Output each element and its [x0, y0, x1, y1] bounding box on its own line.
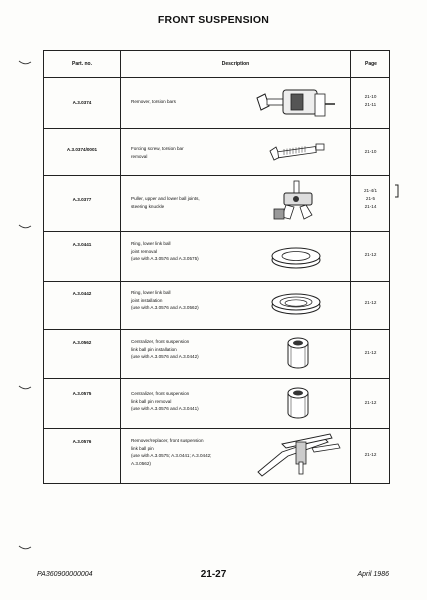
description-line: removal [131, 153, 148, 159]
remover-replacer-icon [252, 432, 344, 478]
row-divider [44, 77, 389, 78]
row-divider [44, 175, 389, 176]
part-number: A.3.0374 [72, 100, 92, 105]
page-refs [350, 93, 391, 109]
page-ref: 21-12 [364, 452, 377, 457]
row-divider [44, 281, 389, 282]
page-refs [350, 148, 391, 156]
tool-table [43, 50, 390, 484]
page-number: 21-27 [200, 569, 227, 580]
page-refs [350, 299, 391, 307]
description [131, 195, 261, 210]
margin-mark [18, 224, 32, 230]
page-ref: 21-12 [364, 300, 377, 305]
description-line: Remover, torsion bars [131, 99, 176, 104]
forcing-screw-icon [268, 139, 328, 163]
document-code: PA360900000004 [37, 571, 93, 578]
page-refs [350, 251, 391, 259]
header-part: Part. no. [71, 61, 92, 67]
row-divider [44, 428, 389, 429]
description-line: (use with A.3.0576 and A.3.0562) [131, 305, 199, 311]
column-divider [120, 51, 121, 483]
description-line: joint removal [131, 248, 158, 254]
row-divider [44, 128, 389, 129]
page-ref: 21-12 [364, 350, 377, 355]
publication-date: April 1986 [357, 571, 389, 578]
header-page: Page [365, 61, 377, 67]
margin-mark [18, 60, 32, 66]
page-refs [350, 451, 391, 459]
row-divider [44, 378, 389, 379]
description-line: Remover/replacer, front suspension [131, 438, 204, 443]
part-number: A.3.0377 [72, 197, 92, 202]
description-line: Centralizer, front suspension [131, 391, 190, 396]
description [131, 289, 261, 312]
page-refs [350, 399, 391, 407]
description-line: link ball pin installation [131, 346, 177, 352]
margin-mark [18, 545, 32, 551]
row-divider [44, 231, 389, 232]
page-refs [350, 349, 391, 357]
description-line: Puller, upper and lower ball joints, [131, 196, 200, 201]
description [131, 240, 261, 263]
part-number: A.3.0441 [72, 242, 92, 247]
page-ref: 21-5 [365, 195, 376, 201]
part-number: A.3.0374/0001 [66, 147, 98, 152]
description-line: link ball pin [131, 445, 154, 451]
column-divider [350, 51, 351, 483]
description-line: link ball pin removal [131, 398, 172, 404]
row-divider [44, 329, 389, 330]
description-line: Ring, lower link ball [131, 290, 171, 295]
description [131, 98, 261, 106]
description-line: Centralizer, front suspension [131, 339, 190, 344]
page-refs [350, 187, 391, 210]
description-line: (use with A.3.0576 and A.3.0442) [131, 354, 199, 360]
page-ref: 21-4/1 [363, 188, 378, 193]
description [131, 390, 261, 413]
description-line: (use with A.3.0576 and A.3.0575) [131, 256, 199, 262]
description-line: Forcing screw, torsion bar [131, 146, 184, 151]
part-number: A.3.0575 [72, 391, 92, 396]
page-ref: 21-11 [364, 101, 377, 107]
page-title: FRONT SUSPENSION [157, 14, 270, 26]
page-ref: 21-10 [364, 149, 377, 154]
part-number: A.3.0442 [72, 291, 92, 296]
ball-joint-puller-icon [266, 179, 326, 227]
page-ref: 21-10 [364, 94, 377, 99]
part-number: A.3.0562 [72, 340, 92, 345]
centralizer-installation-icon [282, 335, 314, 371]
description-line: (use with A.3.0576 and A.3.0441) [131, 406, 199, 412]
description-line: (use with A.3.0575; A.3.0441; A.3.0442; [131, 453, 212, 459]
page-ref: 21-12 [364, 400, 377, 405]
revision-bracket [394, 184, 400, 198]
page-ref: 21-14 [364, 203, 377, 209]
description-line: steering knuckle [131, 203, 165, 209]
header-description: Description [221, 61, 250, 67]
installation-ring-icon [270, 291, 322, 317]
torsion-bar-remover-icon [251, 84, 341, 124]
description-line: joint installation [131, 297, 163, 303]
removal-ring-icon [270, 245, 322, 271]
description-line: Ring, lower link ball [131, 241, 171, 246]
page-ref: 21-12 [364, 252, 377, 257]
centralizer-removal-icon [282, 385, 314, 421]
description [131, 437, 261, 467]
part-number: A.3.0576 [72, 439, 92, 444]
description-line: A.3.0562) [131, 460, 151, 466]
margin-mark [18, 385, 32, 391]
description [131, 145, 261, 160]
description [131, 338, 261, 361]
